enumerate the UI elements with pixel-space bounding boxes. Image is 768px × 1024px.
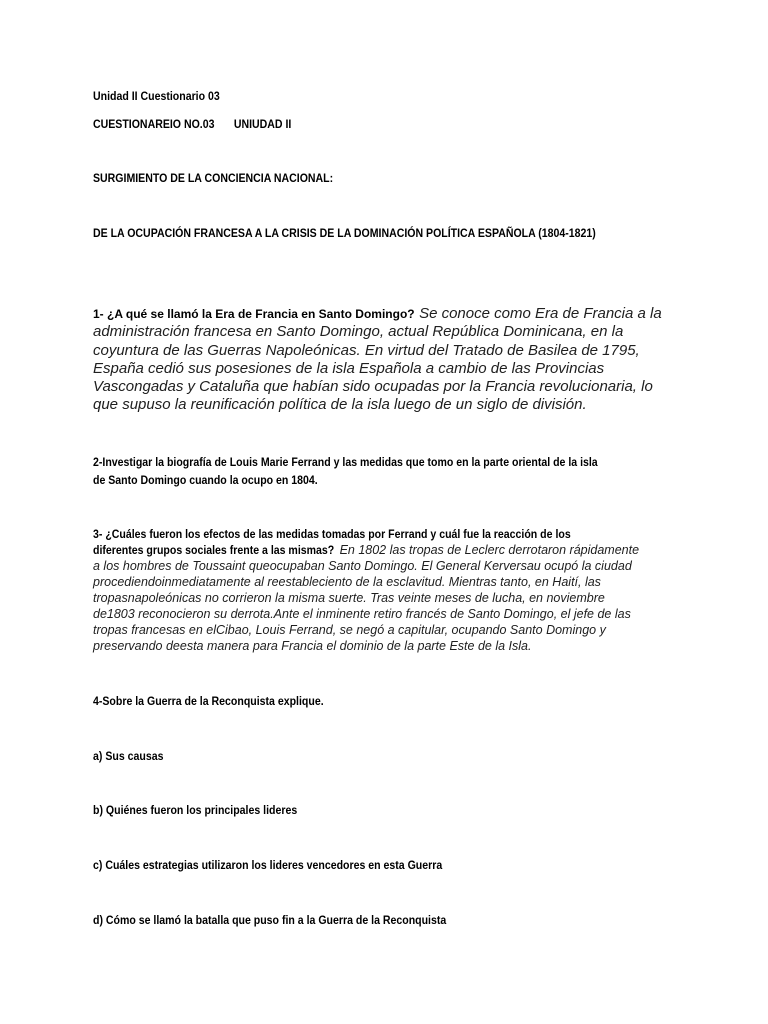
question-1 xyxy=(93,305,681,415)
question-4-item-b: b) Quiénes fueron los principales lideres xyxy=(93,803,298,817)
question-3-line-2: diferentes grupos sociales frente a las mismas? xyxy=(93,543,335,557)
question-3-body xyxy=(93,542,641,654)
question-3-answer: En 1802 las tropas de Leclerc derrotaron rápidamente a los hombres de Toussaint queocupaban Santo Domingo. El General Kerversau ocupó la ciudad procediendoinmediatamente al reestableciento de la esclavitud. Mientras tanto, en Haití, las tropasnapoleónicas no corrieron la misma suerte. Tras veinte meses de lucha, en noviembre de1803 reconocieron su derrota.Ante el inminente retiro francés de Santo Domingo, el jefe de las tropas francesas en elCibao, Louis Ferrand, se negó a capitular, ocupando Santo Domingo y preservando deesta manera para Francia el dominio de la parte Este de la Isla. xyxy=(93,543,640,653)
question-4-item-d: d) Cómo se llamó la batalla que puso fin a la Guerra de la Reconquista xyxy=(93,913,447,927)
question-4-item-a: a) Sus causas xyxy=(93,749,164,763)
doc-subtitle-left: CUESTIONAREIO NO.03 xyxy=(93,117,215,131)
question-1-answer: Se conoce como Era de Francia a la administración francesa en Santo Domingo, actual República Dominicana, en la coyuntura de las Guerras Napoleónicas. En virtud del Tratado de Basilea de 1795, España cedió sus posesiones de la isla Española a cambio de las Provincias Vascongadas y Cataluña que habían sido ocupadas por la Francia revolucionaria, lo que supuso la reunificación política de la isla luego de un siglo de división. xyxy=(93,305,662,414)
section-subheading: DE LA OCUPACIÓN FRANCESA A LA CRISIS DE LA DOMINACIÓN POLÍTICA ESPAÑOLA (1804-1821) xyxy=(93,226,596,240)
section-heading: SURGIMIENTO DE LA CONCIENCIA NACIONAL: xyxy=(93,171,334,185)
question-1-text: 1- ¿A qué se llamó la Era de Francia en Santo Domingo? xyxy=(93,307,415,321)
doc-subtitle xyxy=(93,116,612,133)
doc-title: Unidad II Cuestionario 03 xyxy=(93,89,220,103)
doc-subtitle-right: UNIUDAD II xyxy=(233,117,292,131)
question-4-text: 4-Sobre la Guerra de la Reconquista explique. xyxy=(93,694,324,708)
question-3-line-1: 3- ¿Cuáles fueron los efectos de las medidas tomadas por Ferrand y cuál fue la reacción de los xyxy=(93,527,571,541)
question-4-item-c: c) Cuáles estrategias utilizaron los lideres vencedores en esta Guerra xyxy=(93,858,443,872)
question-2-line-1: 2-Investigar la biografía de Louis Marie Ferrand y las medidas que tomo en la parte oriental de la isla xyxy=(93,455,598,469)
question-2-line-2: de Santo Domingo cuando la ocupo en 1804. xyxy=(93,473,318,487)
